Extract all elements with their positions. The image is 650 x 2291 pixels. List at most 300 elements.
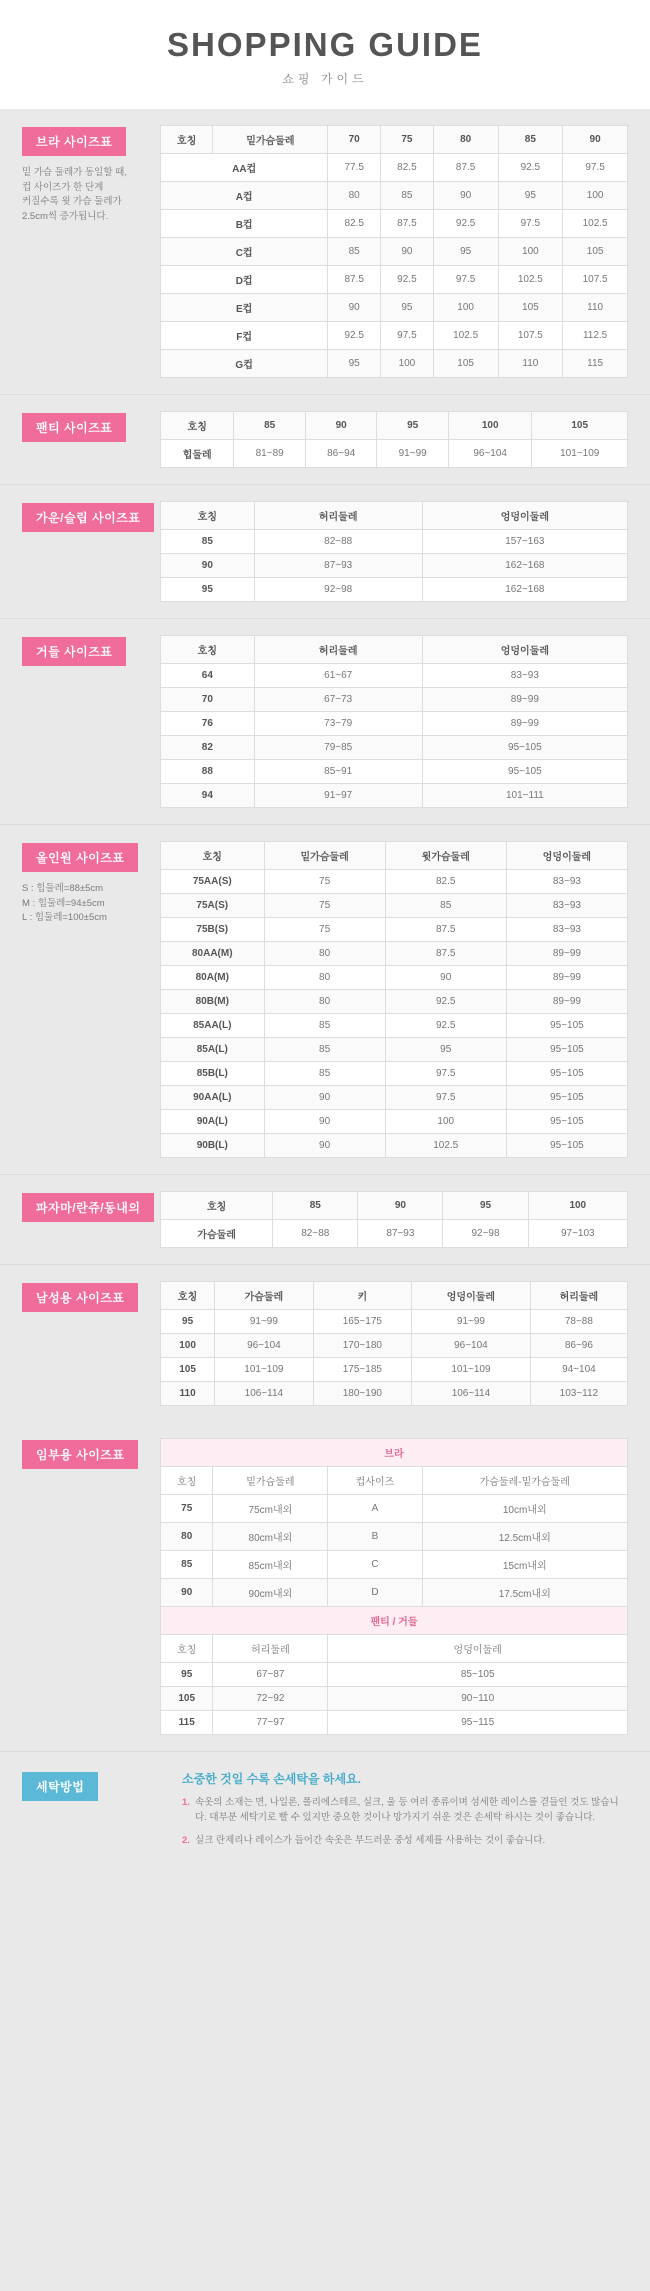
maternity-table: [160, 1438, 628, 1735]
table-row: [161, 1038, 628, 1062]
table-cell: 180~190: [313, 1382, 411, 1406]
size-table: [160, 1281, 628, 1406]
table-cell: 77.5: [328, 154, 381, 182]
table-column: [160, 1191, 628, 1248]
row-header-cell: 105: [161, 1358, 215, 1382]
size-chart-section: [0, 824, 650, 1174]
table-cell: 92.5: [385, 990, 506, 1014]
table-cell: 80cm내외: [213, 1523, 328, 1551]
table-cell: 82~88: [254, 530, 422, 554]
row-header-cell: B컵: [161, 210, 328, 238]
table-row: [161, 1579, 628, 1607]
row-header-cell: 85B(L): [161, 1062, 265, 1086]
table-cell: 112.5: [563, 322, 628, 350]
label-column: [0, 411, 160, 442]
table-header-row: [161, 502, 628, 530]
page-title: SHOPPING GUIDE: [167, 26, 483, 63]
table-row: [161, 1382, 628, 1406]
table-cell: 80: [264, 942, 385, 966]
table-cell: 85: [328, 238, 381, 266]
table-row: [161, 760, 628, 784]
table-cell: 92.5: [381, 266, 434, 294]
wash-title: 소중한 것일 수록 손세탁을 하세요.: [182, 1772, 361, 1786]
wash-body: [182, 1770, 628, 1857]
row-header-cell: 95: [161, 1663, 213, 1687]
table-cell: 85: [385, 894, 506, 918]
size-chart-section: [0, 1264, 650, 1422]
size-table: [160, 411, 628, 468]
table-row: [161, 322, 628, 350]
table-cell: 100: [433, 294, 498, 322]
section-tag: 브라 사이즈표: [22, 127, 126, 156]
table-cell: 105: [563, 238, 628, 266]
table-cell: 83~93: [506, 870, 627, 894]
section-tag: 남성용 사이즈표: [22, 1283, 138, 1312]
table-row: [161, 554, 628, 578]
table-row: [161, 1134, 628, 1158]
column-header: 85: [498, 126, 563, 154]
section-maternity: [0, 1422, 650, 1751]
table-cell: 103~112: [530, 1382, 627, 1406]
wash-instruction-number: 2.: [182, 1835, 190, 1847]
table-cell: 107.5: [498, 322, 563, 350]
row-header-cell: A컵: [161, 182, 328, 210]
size-table: [160, 635, 628, 808]
table-cell: 67~87: [213, 1663, 328, 1687]
table-row: [161, 1663, 628, 1687]
row-header-cell: 110: [161, 1382, 215, 1406]
row-header-cell: 힙둘레: [161, 440, 234, 468]
label-column: [0, 841, 160, 926]
table-cell: 97.5: [385, 1086, 506, 1110]
column-header: 75: [381, 126, 434, 154]
table-cell: 175~185: [313, 1358, 411, 1382]
table-row: [161, 350, 628, 378]
table-cell: 101~109: [412, 1358, 531, 1382]
row-header-cell: 115: [161, 1711, 213, 1735]
table-column: [160, 635, 628, 808]
table-header-row: [161, 1467, 628, 1495]
wash-instruction-text: 속옷의 소재는 면, 나일론, 폴리에스테르, 실크, 울 등 여러 종류이며 섬세한 레이스를 겯들인 것도 많습니다. 대부분 세탁기로 빨 수 있지만 중요한 것이나 망가지기 쉬운 것은 손세탁 하시는 것이 좋습니다.: [194, 1797, 619, 1824]
table-cell: 75: [264, 918, 385, 942]
table-row: [161, 578, 628, 602]
table-header-row: [161, 126, 628, 154]
table-cell: 61~67: [254, 664, 422, 688]
wash-instruction-text: 실크 란제리나 레이스가 들어간 속옷은 부드러운 중성 세제를 사용하는 것이 좋습니다.: [194, 1835, 546, 1847]
table-cell: 75: [264, 870, 385, 894]
table-cell: 89~99: [506, 966, 627, 990]
table-row: [161, 966, 628, 990]
column-header: 키: [313, 1282, 411, 1310]
table-cell: 115: [563, 350, 628, 378]
banner-label: 브라: [161, 1439, 628, 1467]
section-tag: 가운/슬립 사이즈표: [22, 503, 154, 532]
table-cell: 90cm내외: [213, 1579, 328, 1607]
table-cell: 17.5cm내외: [422, 1579, 628, 1607]
table-row: [161, 530, 628, 554]
table-cell: 95~105: [422, 736, 627, 760]
row-header-cell: 94: [161, 784, 255, 808]
table-cell: 95: [381, 294, 434, 322]
table-cell: 95~115: [328, 1711, 628, 1735]
table-cell: B: [328, 1523, 422, 1551]
table-cell: 72~92: [213, 1687, 328, 1711]
table-cell: 165~175: [313, 1310, 411, 1334]
table-cell: 90: [264, 1086, 385, 1110]
table-row: [161, 1711, 628, 1735]
table-cell: 85: [264, 1014, 385, 1038]
row-header-cell: AA컵: [161, 154, 328, 182]
column-header: 호칭: [161, 1192, 273, 1220]
table-cell: 82~88: [273, 1220, 358, 1248]
table-cell: 100: [563, 182, 628, 210]
column-header: 호칭: [161, 842, 265, 870]
row-header-cell: 90B(L): [161, 1134, 265, 1158]
table-cell: 110: [563, 294, 628, 322]
table-cell: 91~97: [254, 784, 422, 808]
table-cell: 95~105: [506, 1062, 627, 1086]
table-row: [161, 1086, 628, 1110]
section-tag: 올인원 사이즈표: [22, 843, 138, 872]
table-row: [161, 870, 628, 894]
table-cell: 89~99: [506, 990, 627, 1014]
size-chart-section: [0, 109, 650, 394]
table-row: [161, 784, 628, 808]
table-column: [160, 411, 628, 468]
table-column: [160, 1438, 628, 1735]
section-tag: 파자마/란쥬/동내의: [22, 1193, 154, 1222]
table-row: [161, 266, 628, 294]
table-header-row: [161, 842, 628, 870]
row-header-cell: 76: [161, 712, 255, 736]
table-cell: 90: [381, 238, 434, 266]
table-cell: 75: [264, 894, 385, 918]
row-header-cell: 75AA(S): [161, 870, 265, 894]
table-cell: 102.5: [498, 266, 563, 294]
table-cell: 91~99: [412, 1310, 531, 1334]
column-header: 밑가슴둘레: [213, 1467, 328, 1495]
table-cell: 102.5: [563, 210, 628, 238]
table-cell: 87~93: [358, 1220, 443, 1248]
table-cell: 95~105: [422, 760, 627, 784]
row-header-cell: 82: [161, 736, 255, 760]
size-chart-section: [0, 394, 650, 484]
table-cell: 82.5: [328, 210, 381, 238]
column-header: 허리둘레: [254, 636, 422, 664]
table-cell: 101~109: [532, 440, 628, 468]
row-header-cell: G컵: [161, 350, 328, 378]
row-header-cell: C컵: [161, 238, 328, 266]
size-chart-section: [0, 484, 650, 618]
size-table: [160, 125, 628, 378]
column-header: 밑가슴둘레: [264, 842, 385, 870]
table-cell: 97.5: [433, 266, 498, 294]
table-cell: 96~104: [448, 440, 532, 468]
table-row: [161, 1334, 628, 1358]
table-cell: 95: [385, 1038, 506, 1062]
column-header: 허리둘레: [254, 502, 422, 530]
table-row: [161, 1358, 628, 1382]
table-cell: 90: [264, 1134, 385, 1158]
column-header: 호칭: [161, 502, 255, 530]
table-row: [161, 990, 628, 1014]
table-cell: 79~85: [254, 736, 422, 760]
table-row: [161, 1310, 628, 1334]
row-header-cell: 80: [161, 1523, 213, 1551]
table-cell: 97~103: [528, 1220, 627, 1248]
size-table: [160, 1191, 628, 1248]
table-cell: 80: [264, 966, 385, 990]
column-header: 엉덩이둘레: [412, 1282, 531, 1310]
size-chart-sections: [0, 109, 650, 1422]
table-column: [160, 501, 628, 602]
column-header: 호칭: [161, 636, 255, 664]
column-header: 컵사이즈: [328, 1467, 422, 1495]
row-header-cell: D컵: [161, 266, 328, 294]
column-header: 85: [234, 412, 306, 440]
row-header-cell: 90: [161, 1579, 213, 1607]
table-cell: 95: [498, 182, 563, 210]
table-cell: 85: [381, 182, 434, 210]
table-cell: 12.5cm내외: [422, 1523, 628, 1551]
table-cell: 87.5: [385, 918, 506, 942]
row-header-cell: 80AA(M): [161, 942, 265, 966]
table-cell: 102.5: [433, 322, 498, 350]
table-cell: 10cm내외: [422, 1495, 628, 1523]
row-header-cell: 95: [161, 578, 255, 602]
table-row: [161, 942, 628, 966]
table-cell: 92~98: [254, 578, 422, 602]
table-cell: 85: [264, 1038, 385, 1062]
row-header-cell: 85A(L): [161, 1038, 265, 1062]
table-header-row: [161, 1282, 628, 1310]
column-header: 95: [377, 412, 449, 440]
column-header: 80: [433, 126, 498, 154]
table-cell: 97.5: [563, 154, 628, 182]
table-cell: 92.5: [433, 210, 498, 238]
table-cell: 102.5: [385, 1134, 506, 1158]
table-cell: C: [328, 1551, 422, 1579]
table-row: [161, 1551, 628, 1579]
table-header-row: [161, 636, 628, 664]
table-row: [161, 894, 628, 918]
section-note: S : 힙둘레=88±5cm M : 힙둘레=94±5cm L : 힙둘레=100±5cm: [22, 883, 107, 924]
table-cell: 100: [385, 1110, 506, 1134]
table-row: [161, 294, 628, 322]
row-header-cell: 90: [161, 554, 255, 578]
column-header: 밑가슴둘레: [213, 126, 328, 154]
table-cell: 73~79: [254, 712, 422, 736]
column-header: 호칭: [161, 1467, 213, 1495]
table-cell: 91~99: [377, 440, 449, 468]
row-header-cell: 100: [161, 1334, 215, 1358]
column-header: 엉덩이둘레: [422, 502, 627, 530]
table-cell: 86~96: [530, 1334, 627, 1358]
table-row: [161, 1062, 628, 1086]
column-header: 호칭: [161, 412, 234, 440]
wash-instruction: [182, 1795, 628, 1825]
table-row: [161, 918, 628, 942]
row-header-cell: 95: [161, 1310, 215, 1334]
table-cell: 107.5: [563, 266, 628, 294]
table-cell: 83~93: [506, 918, 627, 942]
table-cell: 81~89: [234, 440, 306, 468]
table-cell: 87.5: [381, 210, 434, 238]
size-table: [160, 501, 628, 602]
column-header: 85: [273, 1192, 358, 1220]
table-cell: 89~99: [422, 688, 627, 712]
row-header-cell: 90A(L): [161, 1110, 265, 1134]
section-tag: 세탁방법: [22, 1772, 98, 1801]
table-cell: 95: [433, 238, 498, 266]
table-cell: 95~105: [506, 1014, 627, 1038]
row-header-cell: 64: [161, 664, 255, 688]
table-cell: 106~114: [215, 1382, 313, 1406]
table-row: [161, 736, 628, 760]
row-header-cell: 105: [161, 1687, 213, 1711]
row-header-cell: 85AA(L): [161, 1014, 265, 1038]
table-cell: 89~99: [506, 942, 627, 966]
table-cell: 85cm내외: [213, 1551, 328, 1579]
table-cell: 162~168: [422, 554, 627, 578]
table-cell: 87.5: [433, 154, 498, 182]
table-header-row: [161, 1635, 628, 1663]
section-tag: 임부용 사이즈표: [22, 1440, 138, 1469]
table-banner-row: [161, 1439, 628, 1467]
table-cell: 90: [264, 1110, 385, 1134]
row-header-cell: 88: [161, 760, 255, 784]
row-header-cell: 70: [161, 688, 255, 712]
row-header-cell: E컵: [161, 294, 328, 322]
table-cell: 82.5: [385, 870, 506, 894]
column-header: 호칭: [161, 1282, 215, 1310]
column-header: 엉덩이둘레: [506, 842, 627, 870]
table-row: [161, 1523, 628, 1551]
table-cell: 100: [381, 350, 434, 378]
table-row: [161, 688, 628, 712]
table-row: [161, 238, 628, 266]
table-cell: 92.5: [328, 322, 381, 350]
table-cell: 170~180: [313, 1334, 411, 1358]
table-cell: 75cm내외: [213, 1495, 328, 1523]
column-header: 90: [563, 126, 628, 154]
table-cell: 100: [498, 238, 563, 266]
column-header: 100: [528, 1192, 627, 1220]
table-row: [161, 154, 628, 182]
table-cell: 101~111: [422, 784, 627, 808]
table-cell: 85~105: [328, 1663, 628, 1687]
table-cell: 95~105: [506, 1134, 627, 1158]
page-header: [0, 0, 650, 109]
table-cell: 97.5: [385, 1062, 506, 1086]
row-header-cell: 80B(M): [161, 990, 265, 1014]
label-column: [0, 1438, 160, 1469]
row-header-cell: 85: [161, 1551, 213, 1579]
table-banner-row: [161, 1607, 628, 1635]
label-column: [0, 501, 160, 532]
banner-label: 팬티 / 거들: [161, 1607, 628, 1635]
row-header-cell: 75B(S): [161, 918, 265, 942]
table-cell: 95~105: [506, 1086, 627, 1110]
row-header-cell: 80A(M): [161, 966, 265, 990]
section-tag: 거들 사이즈표: [22, 637, 126, 666]
label-column: [0, 1191, 160, 1222]
table-cell: D: [328, 1579, 422, 1607]
column-header: 70: [328, 126, 381, 154]
column-header: 호칭: [161, 126, 213, 154]
column-header: 100: [448, 412, 532, 440]
column-header: 엉덩이둘레: [328, 1635, 628, 1663]
wash-instruction: [182, 1833, 628, 1848]
table-cell: 87~93: [254, 554, 422, 578]
column-header: 허리둘레: [530, 1282, 627, 1310]
table-cell: 101~109: [215, 1358, 313, 1382]
size-chart-section: [0, 1174, 650, 1264]
column-header: 105: [532, 412, 628, 440]
column-header: 엉덩이둘레: [422, 636, 627, 664]
row-header-cell: 85: [161, 530, 255, 554]
table-cell: 15cm내외: [422, 1551, 628, 1579]
column-header: 호칭: [161, 1635, 213, 1663]
table-cell: 82.5: [381, 154, 434, 182]
table-column: [160, 125, 628, 378]
table-row: [161, 1220, 628, 1248]
table-row: [161, 712, 628, 736]
table-cell: 90: [328, 294, 381, 322]
table-header-row: [161, 1192, 628, 1220]
table-row: [161, 440, 628, 468]
row-header-cell: 75: [161, 1495, 213, 1523]
table-cell: 91~99: [215, 1310, 313, 1334]
table-cell: 94~104: [530, 1358, 627, 1382]
table-row: [161, 1687, 628, 1711]
table-cell: 97.5: [381, 322, 434, 350]
table-cell: 110: [498, 350, 563, 378]
section-wash: [0, 1751, 650, 1881]
table-header-row: [161, 412, 628, 440]
row-header-cell: F컵: [161, 322, 328, 350]
table-cell: 67~73: [254, 688, 422, 712]
table-row: [161, 1014, 628, 1038]
table-cell: 105: [498, 294, 563, 322]
section-tag: 팬티 사이즈표: [22, 413, 126, 442]
section-note: 밑 가슴 둘레가 동일할 때, 컵 사이즈가 한 단계 커질수록 윗 가슴 둘레가 2.5cm씩 증가됩니다.: [22, 167, 127, 223]
table-cell: 77~97: [213, 1711, 328, 1735]
table-cell: 95: [328, 350, 381, 378]
table-cell: 87.5: [385, 942, 506, 966]
page-subtitle: 쇼핑 가이드: [282, 72, 368, 86]
column-header: 90: [305, 412, 377, 440]
table-cell: 83~93: [506, 894, 627, 918]
row-header-cell: 90AA(L): [161, 1086, 265, 1110]
table-cell: 85~91: [254, 760, 422, 784]
table-cell: 92.5: [385, 1014, 506, 1038]
table-cell: 87.5: [328, 266, 381, 294]
column-header: 윗가슴둘레: [385, 842, 506, 870]
table-cell: 90~110: [328, 1687, 628, 1711]
table-cell: 90: [433, 182, 498, 210]
table-cell: 85: [264, 1062, 385, 1086]
table-row: [161, 182, 628, 210]
table-column: [160, 1281, 628, 1406]
row-header-cell: 75A(S): [161, 894, 265, 918]
label-column: [0, 125, 160, 225]
size-table: [160, 841, 628, 1158]
table-row: [161, 1110, 628, 1134]
table-cell: 92.5: [498, 154, 563, 182]
column-header: 가슴둘레-밑가슴둘레: [422, 1467, 628, 1495]
table-row: [161, 210, 628, 238]
